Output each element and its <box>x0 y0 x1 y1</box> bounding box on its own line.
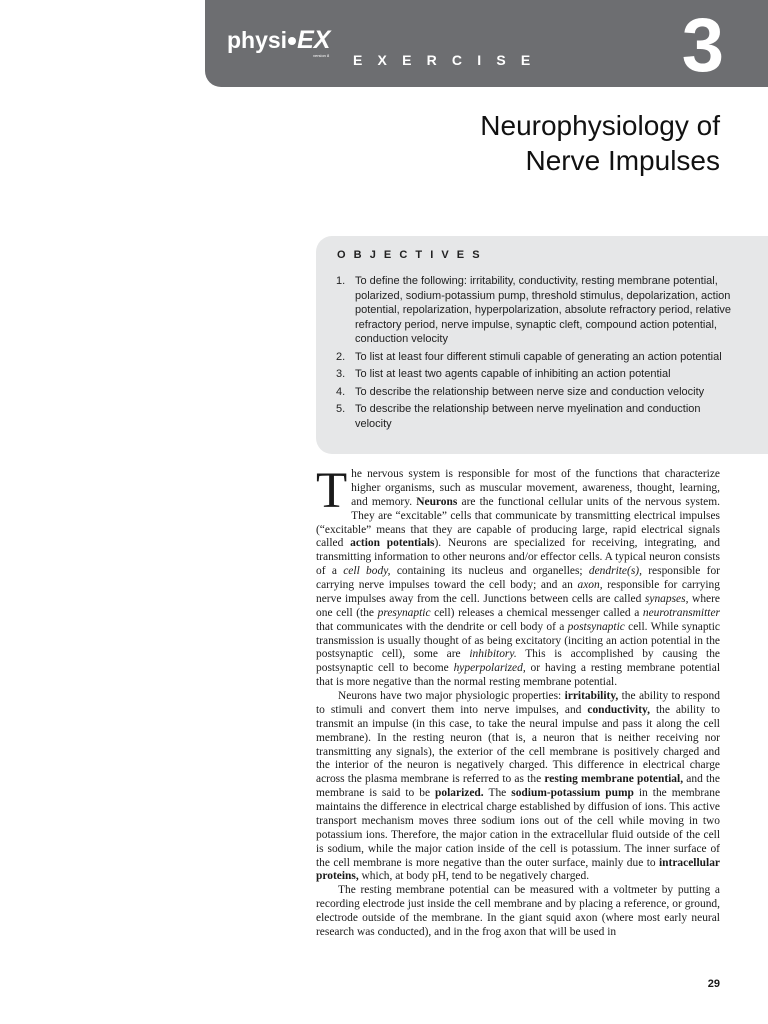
bold-term: polarized. <box>435 787 484 800</box>
physioex-logo <box>227 26 331 58</box>
bold-term: action potentials <box>350 537 435 550</box>
italic-term: postsynaptic <box>567 620 625 633</box>
bold-term: Neurons <box>416 495 458 508</box>
body-paragraph-2 <box>316 690 720 884</box>
objective-text: To list at least four different stimuli capable of generating an action potential <box>355 350 722 363</box>
italic-term: axon, <box>577 579 603 591</box>
text-run: cell) releases a chemical messenger called a <box>430 606 643 619</box>
page-number: 29 <box>707 978 720 990</box>
objective-item <box>336 274 736 347</box>
objective-item <box>336 402 736 431</box>
drop-cap: T <box>316 463 348 519</box>
objective-number: 5. <box>336 403 346 415</box>
paragraph-runs <box>316 463 720 689</box>
text-run: or having a resting membrane potential that is more negative than the normal resting membrane potential. <box>316 662 720 689</box>
bold-term: conductivity, <box>587 703 650 716</box>
bold-term: irritability, <box>564 690 619 702</box>
text-run: responsible for carrying nerve impulses toward the cell body; and an <box>316 565 720 591</box>
paragraph-runs <box>316 884 720 938</box>
objective-text: To describe the relationship between nerve myelination and conduction velocity <box>355 403 701 430</box>
exercise-number: 3 <box>681 3 724 88</box>
bold-term: intracellular proteins, <box>316 856 720 883</box>
italic-term: hyperpolarized, <box>453 662 526 675</box>
objective-number: 3. <box>336 368 346 380</box>
page-title-line-2: Nerve Impulses <box>525 145 720 176</box>
italic-term: neurotransmitter <box>642 606 720 619</box>
objectives-heading: OBJECTIVES <box>337 249 488 261</box>
page-title-line-1: Neurophysiology of <box>480 110 720 141</box>
logo-text-ex: EX <box>297 26 331 54</box>
text-run: where one cell (the <box>316 592 720 619</box>
text-run: are the functional cellular units of the nervous system. They are “excitable” cells that communicate by transmitting electrical impulses (“excitable” means that they are capable of producing large, rapid electrical signals called <box>316 495 720 550</box>
objective-text: To list at least two agents capable of inhibiting an action potential <box>355 368 671 380</box>
bold-term: sodium-potassium pump <box>511 787 634 800</box>
objectives-box <box>316 236 768 454</box>
objective-item <box>336 385 736 400</box>
text-run: the ability to transmit an impulse (in this case, to take the neural impulse and pass it along the cell membrane). In the resting neuron (that is, a neuron that is neither receiving nor transmitting any signals), the exterior of the cell membrane is positively charged and the interior of the neuron is negatively charged. This difference in electrical charge across the plasma membrane is referred to as the <box>316 703 720 786</box>
page-title <box>480 108 720 178</box>
text-run: he nervous system is responsible for most of the functions that characterize higher organisms, such as muscular movement, awareness, thought, learning, and memory. <box>351 468 720 508</box>
text-run: The resting membrane potential can be measured with a voltmeter by putting a recording electrode just inside the cell membrane and by placing a reference, or ground, electrode outside of the membrane. In the giant squid axon (where most early neural research was conducted), and in the frog axon that will be used in <box>316 884 720 938</box>
logo-version: version 8 <box>313 53 330 58</box>
text-run: This is accomplished by causing the postsynaptic cell to become <box>316 648 720 675</box>
objective-number: 4. <box>336 385 346 398</box>
paragraph-runs <box>316 690 720 882</box>
italic-term: dendrite(s), <box>588 565 642 578</box>
body-text <box>316 463 721 940</box>
objective-item <box>336 350 736 365</box>
objective-text: To define the following: irritability, conductivity, resting membrane potential, polarized, sodium-potassium pump, threshold stimulus, depolarization, action potential, repolarization, hyperpolarization, absolute refractory period, relative refractory period, nerve impulse, synaptic cleft, compound action potential, conduction velocity <box>355 275 732 345</box>
objective-number: 1. <box>336 275 346 287</box>
text-run: which, at body pH, tend to be negatively charged. <box>358 870 590 883</box>
text-run: Neurons have two major physiologic properties: <box>338 690 565 702</box>
objective-number: 2. <box>336 350 346 363</box>
text-run: the ability to respond to stimuli and convert them into nerve impulses, and <box>316 690 720 716</box>
text-run: responsible for carrying nerve impulses away from the cell. Junctions between cells are called <box>316 579 720 605</box>
text-run: in the membrane maintains the difference in electrical charge established by diffusion of ions. This active transport mechanism moves three sodium ions out of the cell while moving in two potassium ions. Therefore, the major cation in the extracellular fluid outside of the cell is sodium, while the major cation inside of the cell is potassium. The inner surface of the cell membrane is more negative than the outer surface, mainly due to <box>316 787 721 869</box>
objective-item <box>336 367 736 382</box>
body-paragraph-1 <box>316 463 720 690</box>
italic-term: cell body, <box>343 565 391 578</box>
bold-term: resting membrane potential, <box>544 773 684 786</box>
text-run: The <box>483 787 512 800</box>
objectives-list <box>336 274 736 434</box>
italic-term: presynaptic <box>377 606 431 619</box>
text-run: and the membrane is said to be <box>316 773 720 800</box>
logo-text-physi: physi <box>227 27 288 53</box>
logo-dot-icon <box>288 37 296 45</box>
exercise-header-band <box>205 0 768 87</box>
italic-term: synapses, <box>644 592 689 605</box>
text-run: that communicates with the dendrite or cell body of a <box>316 620 568 633</box>
italic-term: inhibitory. <box>469 648 517 661</box>
body-paragraph-3 <box>316 884 720 940</box>
objective-text: To describe the relationship between nerve size and conduction velocity <box>355 385 705 398</box>
text-run: cell. While synaptic transmission is usually thought of as being excitatory (inciting an action potential in the postsynaptic cell), some are <box>316 620 720 661</box>
text-run: ). Neurons are specialized for receiving, integrating, and transmitting information to other neurons and/or effector cells. A typical neuron consists of a <box>316 537 720 578</box>
text-run: containing its nucleus and organelles; <box>390 565 589 578</box>
exercise-label: EXERCISE <box>353 52 546 68</box>
